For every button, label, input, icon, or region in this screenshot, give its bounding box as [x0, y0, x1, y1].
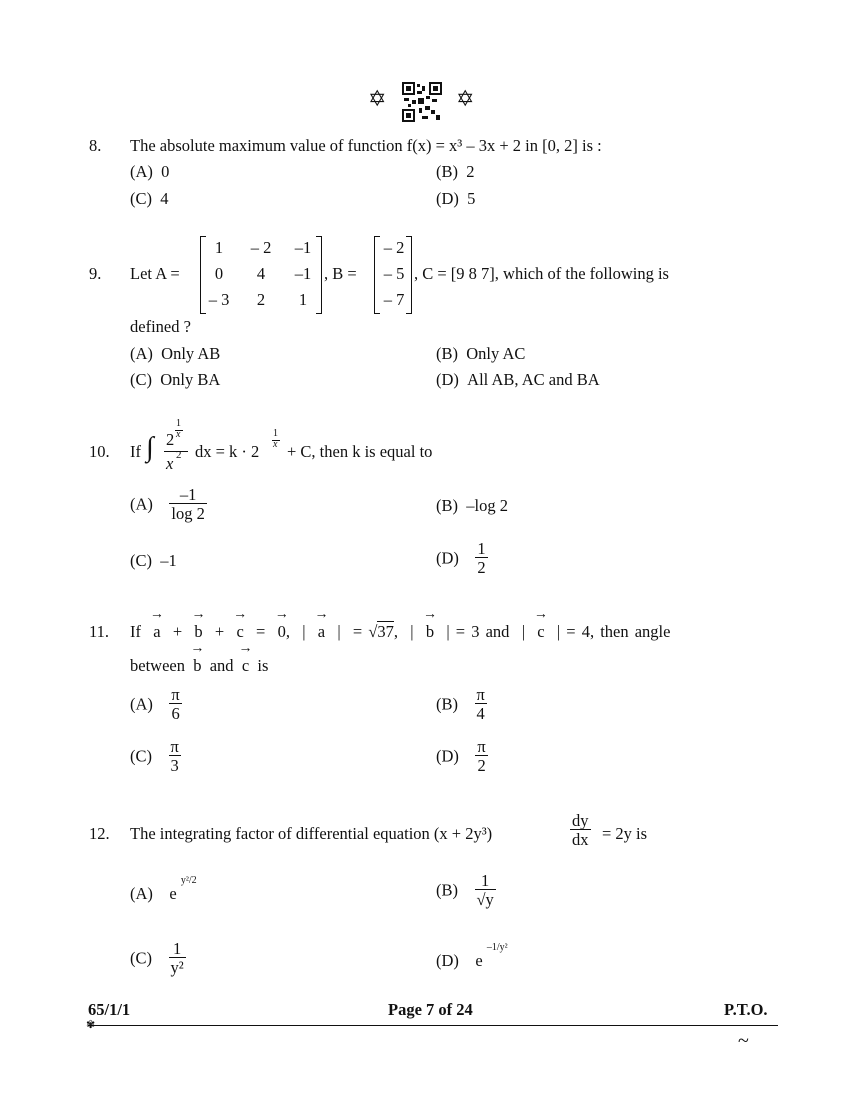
q11-line1: If → a + → b + → c = → 0, | → a | = √37, | → b | = 3 and | → c | = 4, then angle: [130, 622, 670, 642]
option-value: Only AB: [161, 344, 221, 363]
q11-option-a: [130, 686, 182, 723]
q11-line2: [130, 656, 268, 676]
q9-let-a: Let A =: [130, 264, 180, 283]
q9-option-c: [130, 370, 220, 390]
q10-option-d: [436, 540, 488, 577]
option-label: (C): [130, 948, 152, 968]
q10-tail: + C, then k is equal to: [287, 442, 433, 461]
option-value: All AB, AC and BA: [467, 370, 600, 389]
matrix-a-cell: – 2: [250, 238, 272, 257]
q12-option-d: [436, 942, 508, 971]
option-label: (A): [130, 344, 153, 363]
frac-den: 4: [476, 704, 485, 724]
option-label: (A): [130, 694, 153, 714]
frac-num: 1: [481, 871, 490, 890]
q12-text: The integrating factor of differential equation (x + 2y³): [130, 824, 493, 843]
footer-divider: [88, 1025, 778, 1026]
q11-option-c: [130, 738, 181, 775]
q10-den-exp: 2: [176, 449, 182, 461]
option-label: (A): [130, 884, 153, 903]
matrix-a-cell: 2: [256, 290, 266, 309]
q10-exp2-num: 1: [273, 428, 278, 439]
option-label: (C): [130, 189, 152, 208]
frac-den: √y: [476, 890, 494, 910]
vector-a: → a: [153, 622, 160, 642]
q12-option-c: [130, 940, 186, 977]
option-value: –1: [160, 551, 177, 570]
option-label: (C): [130, 551, 152, 570]
frac-num: π: [170, 737, 179, 756]
option-exponent: y²/2: [180, 875, 197, 886]
q9-option-b: [436, 344, 525, 364]
star-left-icon: ✡: [368, 86, 387, 111]
option-base: e: [169, 884, 177, 903]
q12-derivative: [570, 812, 591, 849]
q10-exp-den: x: [176, 429, 181, 440]
question-8-text: The absolute maximum value of function f(x) = x³ – 3x + 2 in [0, 2] is :: [130, 136, 602, 155]
page-number: Page 7 of 24: [388, 1000, 473, 1019]
sqrt-icon: √: [368, 622, 378, 641]
q12-tail: = 2y is: [602, 824, 648, 843]
option-label: (B): [436, 344, 458, 363]
q11-if: If: [130, 622, 141, 641]
option-c-fraction: [169, 940, 186, 977]
matrix-a-cell: 4: [256, 264, 266, 283]
frac-num: 1: [172, 939, 182, 958]
q12-option-a: [130, 875, 197, 904]
q9-continuation: defined ?: [130, 317, 191, 336]
abs-bar: |: [302, 622, 306, 641]
vector-c: → c: [537, 622, 544, 642]
matrix-a-cell: 1: [298, 290, 308, 309]
footer-tilde: ~: [738, 1030, 749, 1052]
abs-bar: |: [410, 622, 414, 641]
option-c-fraction: [169, 738, 181, 775]
q11-between: between: [130, 656, 185, 675]
vector-a: → a: [318, 622, 325, 642]
option-label: (C): [130, 370, 152, 389]
q8-option-c: [130, 189, 169, 209]
vector-c: → c: [236, 622, 243, 642]
q10-exp2-den: x: [273, 439, 278, 450]
q11-and: and: [209, 656, 234, 675]
plus-sign: +: [172, 622, 183, 641]
q10-option-c: [130, 551, 177, 571]
question-10-number: 10.: [89, 442, 110, 461]
option-label: (B): [436, 496, 458, 515]
pto-label: P.T.O.: [724, 1000, 768, 1019]
vector-b: → b: [193, 656, 201, 676]
option-label: (A): [130, 494, 153, 514]
q10-if: If: [130, 442, 141, 461]
q11-option-b: [436, 686, 487, 723]
option-label: (D): [436, 746, 459, 766]
qr-code-icon: [402, 82, 442, 122]
option-b-fraction: [475, 872, 496, 909]
vector-b: → b: [426, 622, 434, 642]
q11-is: is: [257, 656, 269, 675]
equals-sign: =: [352, 622, 363, 641]
option-a-fraction: [169, 486, 206, 523]
frac-num: π: [476, 685, 485, 704]
frac-den: y²: [170, 958, 184, 978]
frac-num: π: [171, 685, 180, 704]
vector-c: → c: [242, 656, 249, 676]
plus-sign: +: [214, 622, 225, 641]
option-label: (C): [130, 746, 152, 766]
option-label: (D): [436, 548, 459, 568]
frac-den: log 2: [171, 504, 205, 524]
frac-den: 2: [477, 558, 486, 578]
star-right-icon: ✡: [456, 86, 475, 111]
option-label: (D): [436, 189, 459, 208]
option-d-fraction: [475, 738, 487, 775]
q9-tail: , C = [9 8 7], which of the following is: [414, 264, 669, 283]
option-label: (D): [436, 370, 459, 389]
q8-option-b: [436, 162, 475, 182]
matrix-a-cell: –1: [294, 238, 312, 257]
q8-option-a: [130, 162, 169, 182]
frac-den: 3: [170, 756, 179, 776]
frac-den: 6: [171, 704, 180, 724]
frac-num: –1: [179, 485, 197, 504]
c-magnitude: = 4, then angle: [566, 622, 671, 641]
option-label: (B): [436, 880, 458, 900]
abs-bar: |: [337, 622, 341, 641]
question-12-number: 12.: [89, 824, 110, 843]
q10-exp-num: 1: [176, 418, 181, 429]
option-label: (D): [436, 951, 459, 970]
abs-bar: |: [556, 622, 561, 641]
matrix-a-cell: 0: [214, 264, 224, 283]
matrix-b-right-bracket: [406, 236, 412, 314]
option-base: e: [475, 951, 483, 970]
question-8-number: 8.: [89, 136, 102, 155]
abs-bar: |: [521, 622, 525, 641]
vector-zero: → 0: [278, 622, 286, 642]
frac-num: 1: [477, 539, 486, 558]
option-a-fraction: [169, 686, 181, 723]
q11-option-d: [436, 738, 488, 775]
option-value: 5: [467, 189, 476, 208]
abs-bar: |: [446, 622, 450, 641]
matrix-a-cell: –1: [294, 264, 312, 283]
sqrt-value: 37: [377, 622, 394, 641]
b-magnitude: = 3 and: [455, 622, 510, 641]
matrix-b-cell: – 5: [383, 264, 405, 283]
q9-option-d: [436, 370, 600, 390]
q10-option-a: [130, 486, 207, 523]
matrix-b-cell: – 2: [383, 238, 405, 257]
option-value: 4: [160, 189, 169, 208]
frac-num: dy: [572, 811, 589, 830]
frac-den: 2: [477, 756, 486, 776]
q9-option-a: [130, 344, 220, 364]
matrix-a-right-bracket: [316, 236, 322, 314]
footer-ornament-icon: ✾: [86, 1019, 96, 1031]
q12-option-b: [436, 872, 496, 909]
matrix-a-cell: 1: [214, 238, 224, 257]
q10-mid: dx = k · 2: [195, 442, 260, 461]
question-11-number: 11.: [89, 622, 110, 641]
frac-num: π: [477, 737, 486, 756]
frac-den: dx: [572, 830, 589, 850]
option-value: 0: [161, 162, 170, 181]
q10-option-b: [436, 496, 508, 516]
option-b-fraction: [475, 686, 487, 723]
matrix-b-cell: – 7: [383, 290, 405, 309]
option-value: –log 2: [466, 496, 508, 515]
option-label: (A): [130, 162, 153, 181]
vector-b: → b: [194, 622, 202, 642]
option-label: (B): [436, 162, 458, 181]
question-9-number: 9.: [89, 264, 102, 283]
dy-dx-fraction: [570, 812, 591, 849]
option-value: Only BA: [160, 370, 221, 389]
q9-b-equals: , B =: [324, 264, 357, 283]
option-value: 2: [466, 162, 475, 181]
matrix-a-cell: – 3: [208, 290, 230, 309]
q10-num-base: 2: [166, 430, 175, 449]
paper-code: 65/1/1: [88, 1000, 131, 1019]
equals-sign: =: [256, 622, 266, 641]
option-exponent: –1/y²: [486, 942, 508, 953]
q10-integral-sign: ∫: [146, 432, 154, 463]
q8-option-d: [436, 189, 475, 209]
option-d-fraction: [475, 540, 487, 577]
q10-den: x: [166, 454, 174, 473]
option-value: Only AC: [466, 344, 526, 363]
option-label: (B): [436, 694, 458, 714]
